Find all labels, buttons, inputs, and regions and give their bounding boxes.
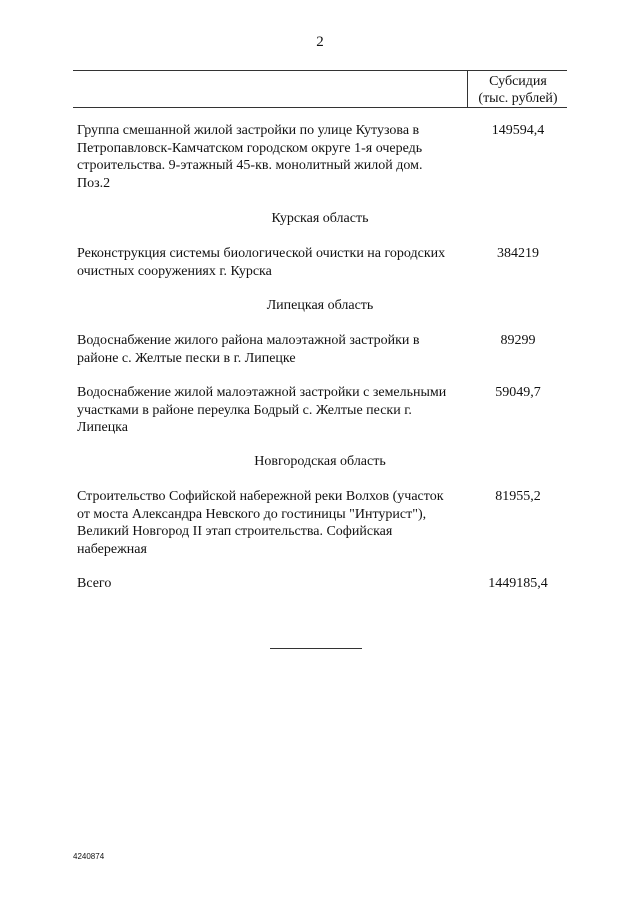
project-item-kursk: Реконструкция системы биологической очистки на городских очистных сооружениях г. Курска [77,246,446,279]
region-heading-lipetsk: Липецкая область [266,298,374,313]
table-header-bottom-rule [73,107,567,108]
region-heading-kursk: Курская область [271,211,369,226]
project-value-lipetsk-1: 89299 [500,333,536,348]
project-item-lipetsk-2: Водоснабжение жилой малоэтажной застройки с земельными участками в районе переулка Бодрый с. Желтые пески г. Липецка [77,385,447,435]
project-value-kamchatka: 149594,4 [491,123,545,138]
project-item-kamchatka: Группа смешанной жилой застройки по улице Кутузова в Петропавловск-Камчатском городском округе 1-я очередь строительства. 9-этажный 45-кв. монолитный жилой дом. Поз.2 [77,123,423,191]
subsidy-column-units: (тыс. рублей) [478,91,558,106]
project-item-novgorod: Строительство Софийской набережной реки Волхов (участок от моста Александра Невского до гостиницы "Интурист"), Великий Новгород II этап строительства. Софийская набережная [77,489,444,557]
document-code: 4240874 [73,852,105,861]
page-number: 2 [316,34,324,50]
total-label: Всего [77,576,112,591]
project-value-kursk: 384219 [497,246,539,261]
table-top-rule [73,70,567,71]
end-of-table-rule [270,648,362,649]
project-value-novgorod: 81955,2 [495,489,541,504]
subsidy-column-title: Субсидия [489,74,547,89]
subsidy-column-header [468,73,568,108]
total-value: 1449185,4 [488,576,548,591]
project-value-lipetsk-2: 59049,7 [495,385,541,400]
project-item-lipetsk-1: Водоснабжение жилого района малоэтажной застройки в районе с. Желтые пески в г. Липецке [77,333,420,366]
region-heading-novgorod: Новгородская область [254,454,386,469]
